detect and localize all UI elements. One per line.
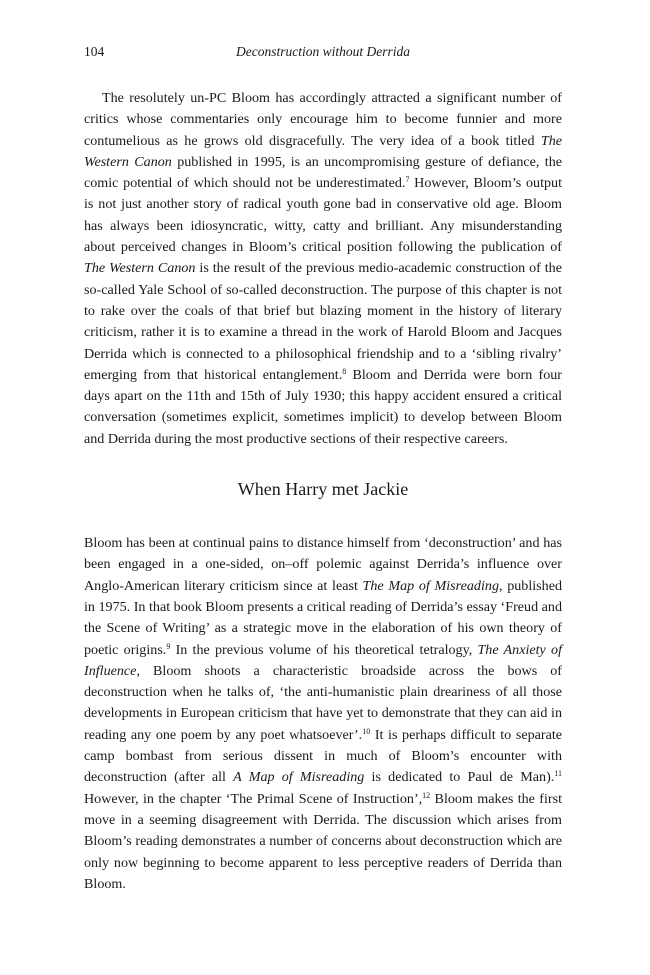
- page-number: 104: [84, 44, 105, 59]
- text-run: However, in the chapter ‘The Primal Scene of Instruction’,: [84, 790, 423, 807]
- book-title: The Anxiety of Influence: [84, 641, 562, 679]
- book-title: The Map of Misreading: [362, 577, 499, 594]
- text-run: is dedicated to Paul de Man).: [364, 769, 555, 786]
- text-run: Bloom makes the first move in a seeming disagreement with Derrida. The discussion which arises from Bloom’s reading demonstrates a number of concerns about deconstruction which are only now beginning to become apparent to less perceptive readers of Derrida than Bloom.: [84, 790, 562, 892]
- text-run: In the previous volume of his theoretical tetralogy,: [170, 641, 478, 658]
- running-title: Deconstruction without Derrida: [236, 44, 410, 59]
- text-run: The resolutely un-PC Bloom has accordingly attracted a significant number of critics whose commentaries only encourage him to become funnier and more contumelious as he grows old disgracefully. The very idea of a book titled: [84, 90, 562, 149]
- footnote-marker: 8: [342, 366, 347, 376]
- footnote-marker: 10: [362, 726, 371, 736]
- footnote-marker: 11: [554, 769, 562, 779]
- text-run: However, Bloom’s output is not just another story of radical youth gone bad in conservative old age. Bloom has always been idiosyncratic, witty, catty and brilliant. Any misunderstanding about perceived changes in Bloom’s critical position following the publication of: [84, 175, 562, 256]
- book-title: A Map of Misreading: [233, 769, 365, 786]
- text-run: It is perhaps difficult to separate camp bombast from serious dissent in much of Bloom’s encounter with deconstruction (after all: [84, 726, 562, 786]
- book-title: The Western Canon: [84, 132, 562, 170]
- text-run: is the result of the previous medio-academic construction of the so-called Yale School of so-called deconstruction. The purpose of this chapter is not to rake over the coals of that brief but blazing moment in the history of literary criticism, rather it is to examine a thread in the work of Harold Bloom and Jacques Derrida which is connected to a philosophical friendship and to a ‘sibling rivalry’ emerging from that historical entanglement.: [84, 260, 562, 383]
- book-page: [84, 44, 562, 895]
- footnote-marker: 9: [166, 641, 171, 651]
- book-title: The Western Canon: [84, 260, 196, 277]
- body-paragraph-1: [84, 88, 562, 450]
- section-heading: When Harry met Jackie: [237, 479, 409, 500]
- running-head: [84, 44, 562, 66]
- footnote-marker: 7: [405, 175, 410, 185]
- body-paragraph-2: [84, 533, 562, 895]
- text-run: Bloom has been at continual pains to distance himself from ‘deconstruction’ and has been engaged in a one-sided, on–off polemic against Derrida’s influence over Anglo-American literary criticism since at least: [84, 535, 562, 594]
- footnote-marker: 12: [422, 790, 431, 800]
- text-run: Bloom and Derrida were born four days apart on the 11th and 15th of July 1930; this happy accident ensured a critical conversation (sometimes explicit, sometimes implicit) to develop between Bloom and Derrida during the most productive sections of their respective careers.: [84, 366, 562, 447]
- text-run: , published in 1975. In that book Bloom presents a critical reading of Derrida’s essay ‘Freud and the Scene of Writing’ as a strategic move in the elaboration of his own theory of poetic origins.: [84, 577, 563, 658]
- text-run: , Bloom shoots a characteristic broadside across the bows of deconstruction when he talks of, ‘the anti-humanistic plain dreariness of all those developments in European criticism that have yet to demonstrate that they can aid in reading any one poem by any poet whatsoever’.: [84, 662, 562, 743]
- text-run: published in 1995, is an uncompromising gesture of defiance, the comic potential of which should not be underestimated.: [84, 153, 562, 192]
